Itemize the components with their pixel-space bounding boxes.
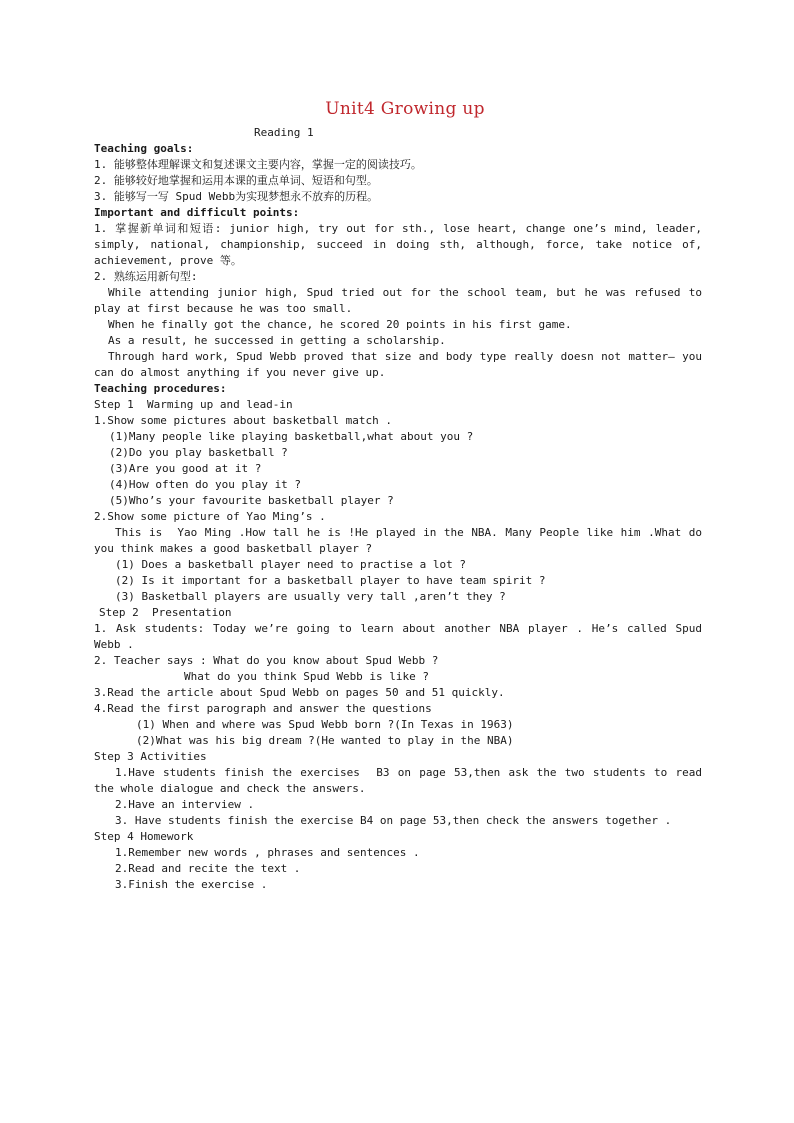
goal-item: 1. 能够整体理解课文和复述课文主要内容，掌握一定的阅读技巧。	[94, 158, 422, 171]
question-item: (4)How often do you play it ?	[109, 478, 302, 491]
step3-item: 3. Have students finish the exercise B4 on page 53,then check the answers together .	[115, 814, 672, 827]
document-page	[94, 98, 709, 893]
homework-item: 1.Remember new words , phrases and sentences .	[115, 846, 420, 859]
homework-item: 2.Read and recite the text .	[115, 862, 301, 875]
pattern-sentence: When he finally got the chance, he scored 20 points in his first game.	[108, 318, 572, 331]
question-item: (2) Is it important for a basketball player to have team spirit ?	[115, 574, 546, 587]
pattern-sentence: As a result, he successed in getting a scholarship.	[108, 334, 446, 347]
question-item: (1)Many people like playing basketball,what about you ?	[109, 430, 474, 443]
step3-item: 1.Have students finish the exercises B3 on page 53,then ask the two students to read the whole dialogue and check the answers.	[94, 766, 709, 795]
important-points-heading: Important and difficult points:	[94, 206, 300, 219]
pattern-sentence: Through hard work, Spud Webb proved that size and body type really doesn not matter— you can do almost anything if you never give up.	[94, 350, 709, 379]
question-item: (3)Are you good at it ?	[109, 462, 262, 475]
homework-item: 3.Finish the exercise .	[115, 878, 268, 891]
question-item: (1) When and where was Spud Webb born ?(In Texas in 1963)	[136, 718, 514, 731]
goal-item: 3. 能够写一写 Spud Webb为实现梦想永不放弃的历程。	[94, 190, 379, 203]
step2-item: 4.Read the first parograph and answer the questions	[94, 702, 432, 715]
step1-item: 2.Show some picture of Yao Ming’s .	[94, 510, 326, 523]
step2-title: Step 2 Presentation	[99, 606, 232, 619]
question-item: (2)Do you play basketball ?	[109, 446, 288, 459]
step2-item: 3.Read the article about Spud Webb on pages 50 and 51 quickly.	[94, 686, 505, 699]
procedures-heading: Teaching procedures:	[94, 382, 227, 395]
goal-item: 2. 能够较好地掌握和运用本课的重点单词、短语和句型。	[94, 174, 378, 187]
document-title: Unit4 Growing up	[325, 99, 485, 119]
document-subtitle: Reading 1	[254, 126, 314, 139]
step2-item: 1. Ask students: Today we’re going to learn about another NBA player . He’s called Spud Webb .	[94, 622, 709, 651]
step2-item: What do you think Spud Webb is like ?	[184, 670, 430, 683]
question-item: (1) Does a basketball player need to practise a lot ?	[115, 558, 466, 571]
step1-paragraph: This is Yao Ming .How tall he is !He played in the NBA. Many People like him .What do you think makes a good basketball player ?	[94, 526, 709, 555]
step3-title: Step 3 Activities	[94, 750, 207, 763]
step1-title: Step 1 Warming up and lead-in	[94, 398, 293, 411]
vocab-paragraph: 1. 掌握新单词和短语: junior high, try out for sth., lose heart, change one’s mind, leader, simply, national, championship, succeed in doing sth, although, force, take notice of, achievement, prove 等。	[94, 222, 709, 267]
step1-item: 1.Show some pictures about basketball match .	[94, 414, 393, 427]
question-item: (2)What was his big dream ?(He wanted to play in the NBA)	[136, 734, 514, 747]
patterns-heading: 2. 熟练运用新句型:	[94, 270, 198, 283]
step2-item: 2. Teacher says : What do you know about Spud Webb ?	[94, 654, 439, 667]
teaching-goals-heading: Teaching goals:	[94, 142, 194, 155]
question-item: (3) Basketball players are usually very tall ,aren’t they ?	[115, 590, 506, 603]
question-item: (5)Who’s your favourite basketball player ?	[109, 494, 394, 507]
pattern-sentence: While attending junior high, Spud tried out for the school team, but he was refused to play at first because he was too small.	[94, 286, 709, 315]
step4-title: Step 4 Homework	[94, 830, 194, 843]
step3-item: 2.Have an interview .	[115, 798, 255, 811]
